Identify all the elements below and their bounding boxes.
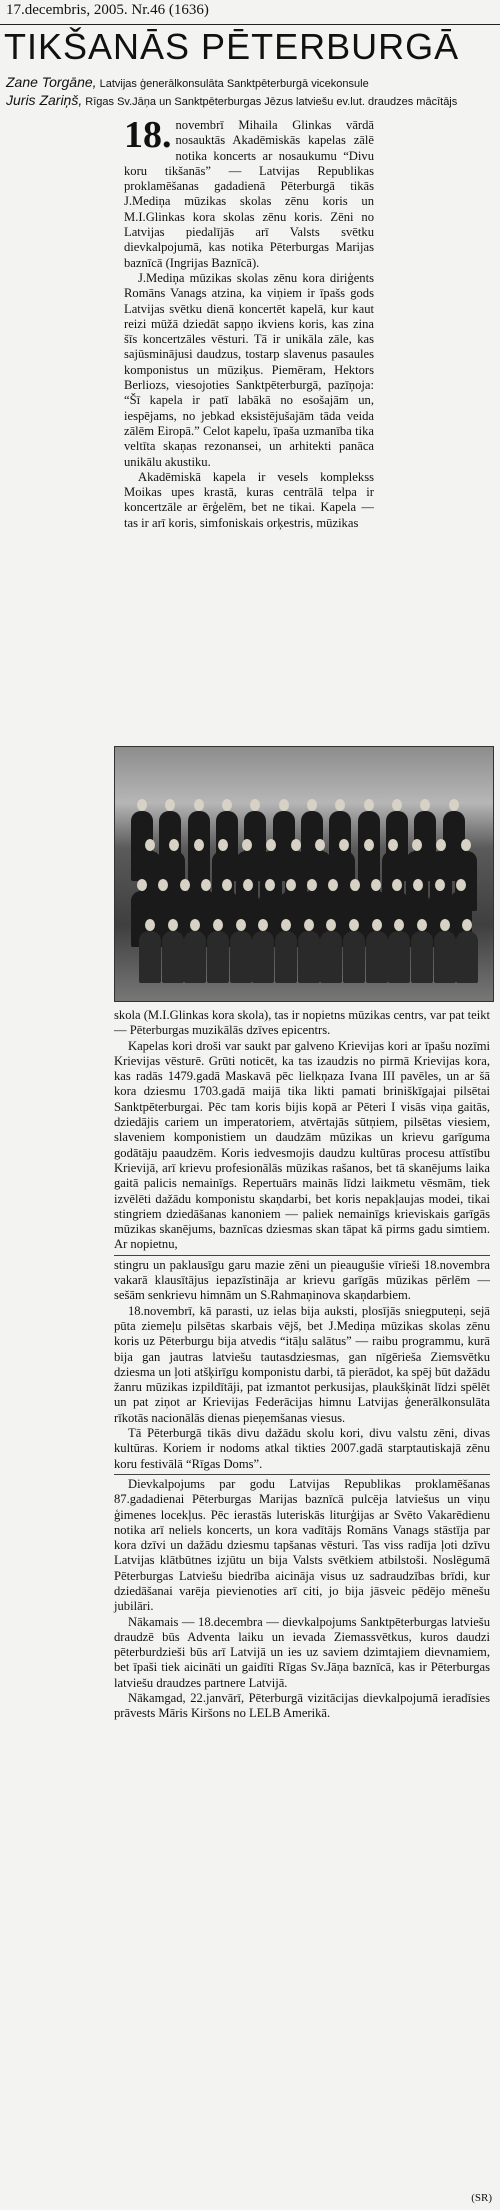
photo-figure-head (165, 799, 175, 811)
photo-figure (411, 931, 433, 983)
drop-cap: 18. (124, 114, 172, 156)
article-column-bottom (114, 1008, 490, 1722)
byline-1 (6, 74, 369, 90)
photo-figure-head (137, 879, 147, 891)
byline-name: Juris Zariņš, (6, 92, 83, 108)
photo-figure-head (350, 879, 360, 891)
photo-figure-head (281, 919, 291, 931)
paragraph: J.Mediņa mūzikas skolas zēnu kora diriģents Romāns Vanags atzina, ka viņiem ir īpašs gods Latvijas svētku dienā koncertēt kapelā, kur kaut reizi mūžā dziedāt sapņo ikviens koris, kas zina šīs koncertzāles vēsturi. Tā ir unikāla zāle, kas sajūsminājusi daudzus, tostarp slavenus pasaules komponistus un mūziķus. Piemēram, Hektors Berliozs, viesojoties Sanktpēterburgā, pazīņoja: “Šī kapela ir patī labākā no esošajām un, iespējams, no jebkad eksistējušajām tāda veida zālēm Eiropā.” Celot kapelu, īpaša uzmanība tika veltīta skaņas rezonansei, un arhitekti panāca unikālu akustiku. (124, 270, 374, 469)
photo-figure-head (194, 839, 204, 851)
photo-figure-head (236, 919, 246, 931)
photo-figure (252, 931, 274, 983)
photo-figure-head (435, 879, 445, 891)
headline: TIKŠANĀS PĒTERBURGĀ (4, 26, 460, 67)
divider (114, 1255, 490, 1256)
byline-2 (6, 92, 457, 108)
paragraph: Nākamgad, 22.janvārī, Pēterburgā vizitācijas dievkalpojumā ieradīsies prāvests Māris Kiršons no LELB Amerikā. (114, 1691, 490, 1721)
photo-figures (125, 797, 483, 977)
photo-figure-head (213, 919, 223, 931)
photo-figure-head (307, 879, 317, 891)
photo-figure-head (349, 919, 359, 931)
photo-figure-head (392, 799, 402, 811)
photo-figure-head (145, 919, 155, 931)
paragraph: stingru un paklausīgu garu mazie zēni un pieaugušie vīrieši 18.novembra vakarā klausītājus iepazīstināja ar krievu garīgās mūzikas pērlēm — sešām senkrievu himnām un S.Rahmaņinova skaņdarbiem. (114, 1257, 490, 1303)
photo-figure (207, 931, 229, 983)
photo-figure-head (145, 839, 155, 851)
paragraph: Akadēmiskā kapela ir vesels komplekss Moikas upes krastā, kuras centrālā telpa ir koncertzāle ar ērģelēm, bet ne tikai. Kapela — tas ir arī koris, simfoniskais orķestris, mūzikas (124, 469, 374, 530)
photo-figure-head (456, 879, 466, 891)
photo-figure-head (307, 799, 317, 811)
photo-figure-head (364, 799, 374, 811)
photo-figure-head (335, 799, 345, 811)
paragraph: skola (M.I.Glinkas kora skola), tas ir nopietns mūzikas centrs, var pat teikt — Pēterburgas muzikālās dzīves epicentrs. (114, 1008, 490, 1038)
photo-figure-head (420, 799, 430, 811)
photo-figure (162, 931, 184, 983)
byline-role: Latvijas ģenerālkonsulāta Sanktpēterburgā vicekonsule (99, 78, 369, 90)
photo-figure-head (168, 919, 178, 931)
photo-figure (184, 931, 206, 983)
photo-figure-head (388, 839, 398, 851)
photo-figure-head (461, 839, 471, 851)
photo-figure-head (417, 919, 427, 931)
paragraph: Kapelas kori droši var saukt par galveno Krievijas kori ar īpašu nozīmi Krievijas vēsturē. Grūti noticēt, ka tas izaudzis no pirmā Krievijas kora, kas radās 1479.gadā Maskavā pēc lielkņaza Ivana III pavēles, un ar šā kora dziesmu 1703.gadā maijā tika likti pamati briniškīgajai pilsētai Sanktpēterburgai. Pēc tam koris bijis kopā ar Pēteri I visās viņa gaitās, dziedājis cariem un imperatoriem, atvērtajās sūtņiem, pilsētas viesiem, slaveniem komponistiem un daudzām mūzikas un krievu garīguma godātāju paaudzēm. Koris iedvesmojis daudzu kultūras procesu attīstību Krievijā, arī krievu profesionālās mūzikas rašanos, bet tā skanējums laika gaitā palicis nemainīgs. Repertuārs mainās līdzi laikmetu vēsmām, tiek izvēlēti dažādu komponistu skaņdarbi, bet koris nepakļaujas modei, tikai stingriem dziedāšanas kanoniem — paliek nemainīgs krieviskais garīgās mūzikas skanējums, baznīcas dziesmas skan tāpat kā pirms gadu simtiem. Ar nopietnu, (114, 1038, 490, 1252)
photo-figure (139, 931, 161, 983)
photo-figure (366, 931, 388, 983)
photo-figure-head (304, 919, 314, 931)
end-mark: (SR) (471, 2192, 492, 2204)
paragraph: 18. novembrī Mihaila Glinkas vārdā nosauktās Akadēmiskās kapelas zālē notika koncerts ar nosaukumu “Divu koru tikšanās” — Latvijas Republikas proklamēšanas gadadienā Pēterburgā tikās J.Mediņa mūzikas skolas zēnu koris un M.I.Glinkas kora skolas zēnu koris. Zēni no Latvijas piedalījās arī Valsts svētku dievkalpojumā, kas notika Pēterburgas Marijas baznīcā (Ingrijas Baznīcā). (124, 114, 374, 270)
photo-figure-head (315, 839, 325, 851)
byline-name: Zane Torgāne, (6, 74, 97, 90)
photo-figure (298, 931, 320, 983)
photo-figure-head (137, 799, 147, 811)
photo-figure (320, 931, 342, 983)
divider (114, 1474, 490, 1475)
photo-figure-head (440, 919, 450, 931)
photo-figure-head (286, 879, 296, 891)
photo-figure-head (201, 879, 211, 891)
photo-figure-head (279, 799, 289, 811)
article-column-top (124, 114, 374, 531)
photo-figure (434, 931, 456, 983)
paragraph: 18.novembrī, kā parasti, uz ielas bija auksti, plosījās sniegputeņi, sejā pūta ziemeļu pilsētas skarbais vējš, bet J.Mediņa mūzikas skolas zēnu koris uz Pēterburgu bija atvedis “itāļu salātus” — raibu programmu, kurā bija gan jautras latviešu tautasdziesmas, gan nīgērieša Ziemsvētku dziesma un ļoti atšķirīgu komponistu darbi, tā pierādot, ka spēj būt dažādu žanru mūzikas izpildītāji, pat izmantot perkusijas, plaukšķināt līdzi spēlēt un pat ziņot ar Krievijas Federācijas himnu Latvijas ģenerālkonsulāta rīkotās nacionālās dienas pieņemšanas viesus. (114, 1303, 490, 1425)
photo-figure-head (291, 839, 301, 851)
photo-figure-head (364, 839, 374, 851)
photo-figure (343, 931, 365, 983)
photo-figure-head (265, 879, 275, 891)
photo-figure (388, 931, 410, 983)
photo-figure-head (449, 799, 459, 811)
photo-figure-head (194, 799, 204, 811)
photo-figure-head (372, 919, 382, 931)
photo-figure (230, 931, 252, 983)
paragraph: Nākamais — 18.decembra — dievkalpojums Sanktpēterburgas latviešu draudzē būs Adventa laiku un ievada Ziemassvētkus, kuros daudzi pēterburdzieši būs arī Latvijā un ies uz saviem dzimtajiem dievnamiem, bet īpaši tiek aicināti un gaidīti Rīgas Sv.Jāņa baznīcā, kas ir Pēterburgas latviešu draudzes partnere Latvijā. (114, 1614, 490, 1690)
photo-figure-head (180, 879, 190, 891)
photo-figure-head (222, 879, 232, 891)
byline-role: Rīgas Sv.Jāņa un Sanktpēterburgas Jēzus latviešu ev.lut. draudzes mācītājs (85, 96, 458, 108)
header-rule (0, 24, 500, 25)
photo-figure (275, 931, 297, 983)
choir-photo (114, 746, 494, 1002)
photo-figure (456, 931, 478, 983)
issue-line: 17.decembris, 2005. Nr.46 (1636) (6, 2, 209, 18)
paragraph: Dievkalpojums par godu Latvijas Republikas proklamēšanas 87.gadadienai Pēterburgas Marijas baznīcā pulcēja latviešus un viņu ģimenes locekļus. Pēc ierastās luteriskās liturģijas ar Svēto Vakarēdienu notika arī neliels koncerts, un kora vadītājs Romāns Vanags stāstīja par kora dzīvi un dažādu dziesmu tapšanas vēsturi. Tas viss radīja ļoti dzīvu Latvijas klātbūtnes izjūtu un bija Valsts svētkiem atbilstoši. Noslēgumā Pēterburgas Latviešu biedrība aicināja visus uz sadraudzības brīdi, kur dziedāšanai varēja pievienoties arī citi, jo bija jāsveic pēdējo mēnešu jubilāri. (114, 1476, 490, 1614)
photo-figure-head (392, 879, 402, 891)
photo-figure-head (371, 879, 381, 891)
photo-figure-head (218, 839, 228, 851)
paragraph: Tā Pēterburgā tikās divu dažādu skolu kori, divu valstu zēni, divas kultūras. Koriem ir nodoms atkal tikties 2007.gadā starptautiskajā zēnu koru festivālā “Rīgas Doms”. (114, 1426, 490, 1471)
photo-figure-head (250, 799, 260, 811)
photo-figure-head (222, 799, 232, 811)
